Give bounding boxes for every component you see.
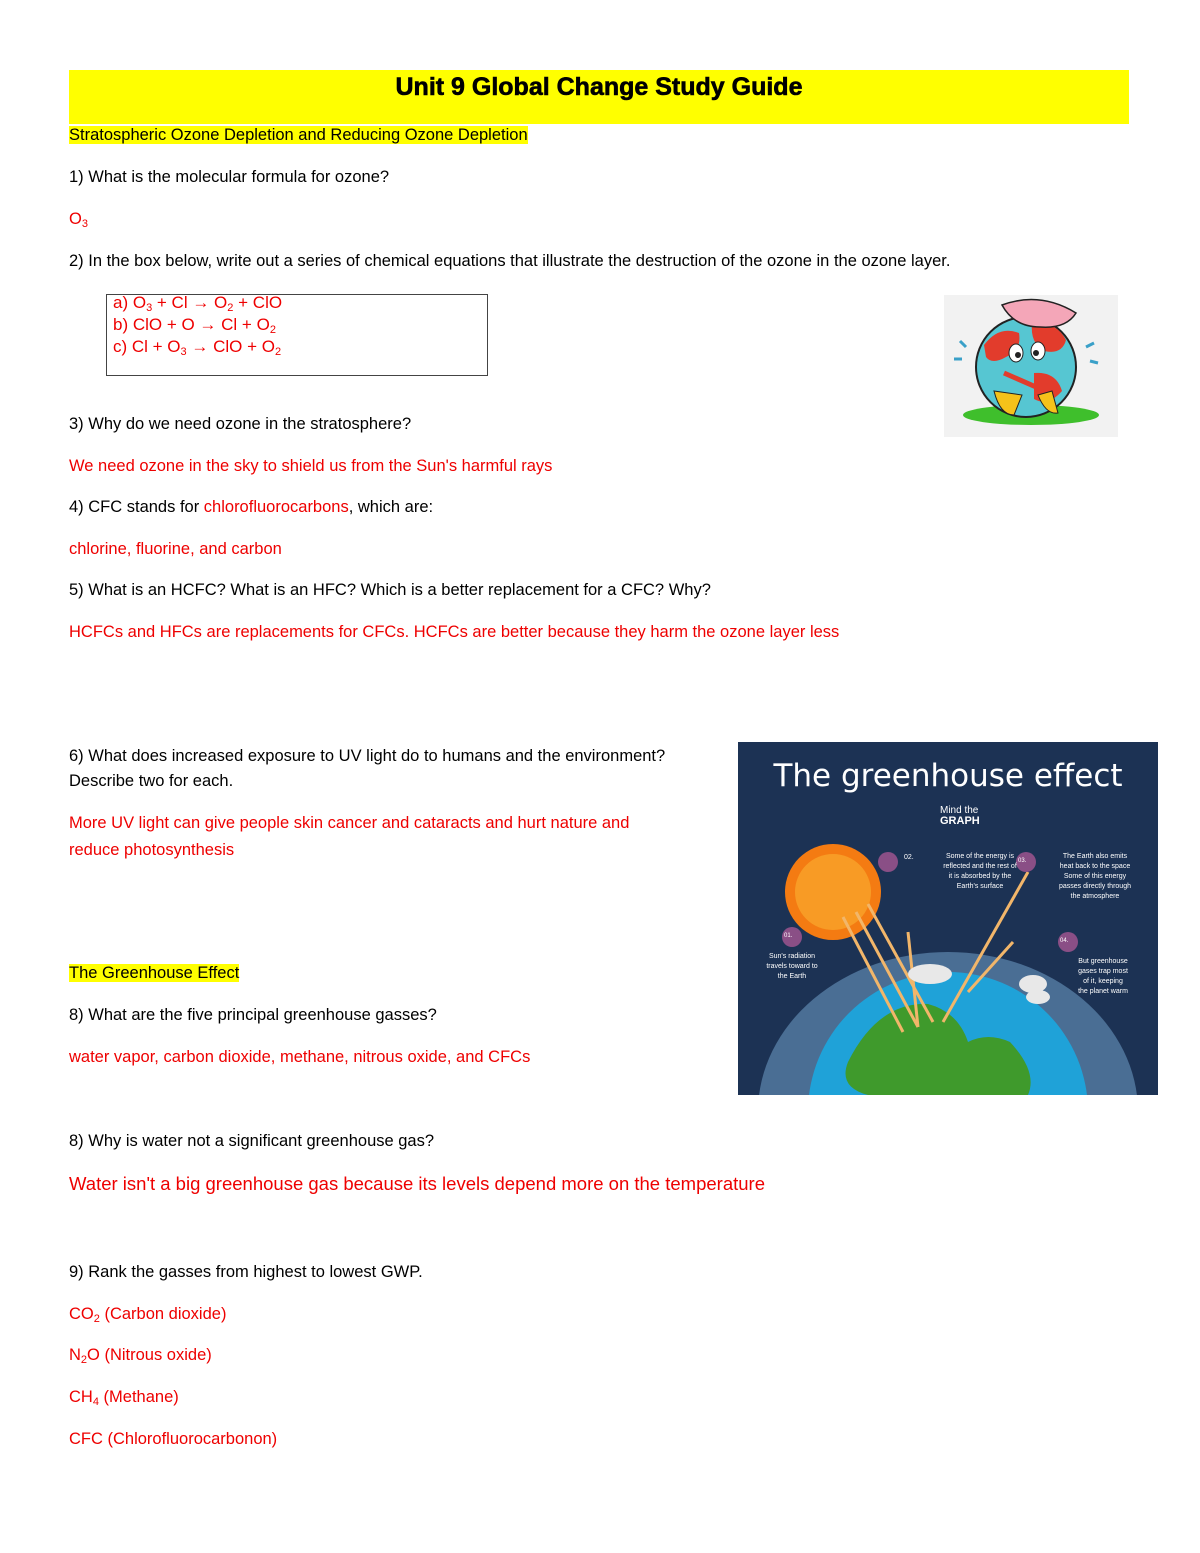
sick-earth-icon: [944, 295, 1118, 437]
eq-c-sub1: 3: [180, 346, 187, 358]
eq-a-sub1: 3: [146, 302, 153, 314]
step-04-text-3: the planet warm: [1078, 988, 1128, 995]
question-4: [69, 496, 433, 518]
eq-a-sub2: 2: [227, 302, 234, 314]
brand-line1: Mind the: [940, 805, 979, 816]
question-4-term: chlorofluorocarbons: [203, 498, 349, 516]
eq-a-part2: + Cl → O: [152, 293, 228, 312]
brand-line2: GRAPH: [940, 815, 980, 827]
eq-a-part3: + ClO: [233, 293, 283, 312]
equation-c: [107, 336, 487, 358]
equation-a: [107, 292, 487, 314]
answer-1-base: O: [69, 210, 82, 228]
equation-b: [107, 314, 487, 336]
rank-2: [69, 1344, 212, 1366]
answer-8b: Water isn't a big greenhouse gas because its levels depend more on the temperature: [69, 1173, 765, 1194]
question-6-line2: Describe two for each.: [69, 772, 234, 790]
rank-4-pre: CFC (Chlorofluorocarbonon): [69, 1430, 278, 1448]
step-04-text-1: gases trap most: [1078, 968, 1128, 975]
answer-8a: water vapor, carbon dioxide, methane, nitrous oxide, and CFCs: [69, 1048, 531, 1066]
question-6-line1: 6) What does increased exposure to UV light do to humans and the environment?: [69, 747, 666, 765]
question-8a: 8) What are the five principal greenhouse gasses?: [69, 1006, 437, 1024]
step-03-text-4: the atmosphere: [1070, 893, 1120, 900]
step-03-text-3: passes directly through: [1059, 883, 1131, 890]
answer-3: We need ozone in the sky to shield us from the Sun's harmful rays: [69, 457, 553, 475]
brand-logo: [910, 806, 980, 826]
step-01-text-0: Sun's radiation: [768, 953, 816, 960]
eq-c-part2: → ClO + O: [186, 337, 275, 356]
step-02-text-3: Earth's surface: [956, 883, 1004, 890]
equation-box: [106, 294, 488, 376]
question-2: 2) In the box below, write out a series of chemical equations that illustrate the destruction of the ozone in the ozone layer.: [69, 252, 951, 270]
step-04-text-2: of it, keeping: [1083, 978, 1123, 985]
step-02-text: [934, 852, 1026, 892]
step-04-text: [1063, 957, 1143, 997]
rank-1-post: (Carbon dioxide): [99, 1305, 227, 1323]
rank-3-pre: CH: [69, 1388, 93, 1406]
step-01-text: [752, 952, 832, 982]
step-02-text-0: Some of the energy is: [945, 853, 1015, 860]
rank-3-post: (Methane): [98, 1388, 179, 1406]
question-4-suffix: , which are:: [348, 498, 434, 516]
step-02-text-1: reflected and the rest of: [943, 863, 1017, 870]
rank-3-sub: 4: [92, 1396, 99, 1408]
eq-b-sub1: 2: [269, 324, 276, 336]
rank-1-pre: CO: [69, 1305, 94, 1323]
step-01-num: 01.: [784, 933, 793, 939]
greenhouse-title: The greenhouse effect: [773, 758, 1123, 794]
question-3: 3) Why do we need ozone in the stratosphere?: [69, 415, 412, 433]
greenhouse-effect-diagram: [738, 742, 1158, 1095]
rank-1: [69, 1303, 226, 1325]
rank-2-sub: 2: [80, 1354, 88, 1366]
step-01-text-2: the Earth: [777, 973, 807, 980]
page-title: Unit 9 Global Change Study Guide: [395, 73, 803, 101]
rank-1-sub: 2: [93, 1313, 100, 1325]
rank-2-pre: N: [69, 1346, 81, 1364]
answer-5: HCFCs and HFCs are replacements for CFCs. HCFCs are better because they harm the ozone layer less: [69, 623, 840, 641]
eq-b-part1: b) ClO + O → Cl + O: [113, 315, 270, 334]
section-heading-ozone: [69, 124, 528, 146]
question-5: 5) What is an HCFC? What is an HFC? Which is a better replacement for a CFC? Why?: [69, 581, 711, 599]
answer-1: [69, 208, 88, 230]
question-9: 9) Rank the gasses from highest to lowest GWP.: [69, 1263, 423, 1281]
section-heading-greenhouse-text: The Greenhouse Effect: [69, 964, 240, 982]
step-02-num: 02.: [904, 854, 914, 861]
step-03-text-1: heat back to the space: [1059, 863, 1131, 870]
step-04-text-0: But greenhouse: [1078, 958, 1128, 965]
step-03-text-0: The Earth also emits: [1062, 853, 1128, 860]
answer-6-line2: reduce photosynthesis: [69, 841, 235, 859]
step-04-num: 04.: [1060, 938, 1069, 944]
step-03-text: [1040, 852, 1150, 902]
sick-earth-illustration: [944, 295, 1118, 437]
question-4-prefix: 4) CFC stands for: [69, 498, 204, 516]
rank-4: [69, 1428, 277, 1450]
answer-1-sub: 3: [81, 218, 88, 230]
eq-a-part1: a) O: [113, 293, 147, 312]
answer-6-line1: More UV light can give people skin cancer and cataracts and hurt nature and: [69, 814, 630, 832]
rank-2-post: O (Nitrous oxide): [87, 1346, 212, 1364]
eq-c-part1: c) Cl + O: [113, 337, 181, 356]
answer-4: chlorine, fluorine, and carbon: [69, 540, 282, 558]
section-heading-ozone-text: Stratospheric Ozone Depletion and Reducing Ozone Depletion: [69, 126, 528, 144]
step-03-num: 03.: [1018, 858, 1027, 864]
question-8b: 8) Why is water not a significant greenhouse gas?: [69, 1132, 435, 1150]
rank-3: [69, 1386, 179, 1408]
step-03-text-2: Some of this energy: [1063, 873, 1127, 880]
question-1: 1) What is the molecular formula for ozone?: [69, 168, 390, 186]
section-heading-greenhouse: [69, 962, 239, 984]
step-01-text-1: travels toward to: [766, 963, 818, 970]
step-02-text-2: it is absorbed by the: [948, 873, 1012, 880]
eq-c-sub2: 2: [275, 346, 282, 358]
